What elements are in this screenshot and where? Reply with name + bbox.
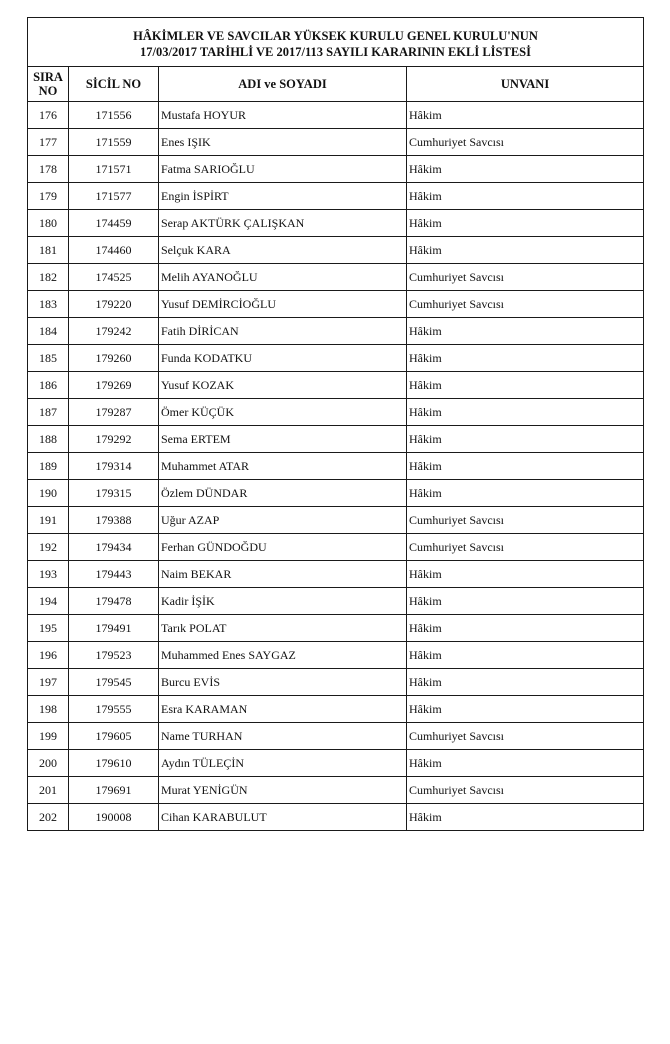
table-row <box>28 210 644 237</box>
cell-adi-soyadi: Muhammet ATAR <box>159 453 407 480</box>
cell-sira-no: 180 <box>28 210 69 237</box>
cell-sira-no: 197 <box>28 669 69 696</box>
cell-sicil-no: 171559 <box>69 129 159 156</box>
cell-unvani: Hâkim <box>407 237 644 264</box>
cell-sira-no: 191 <box>28 507 69 534</box>
cell-sicil-no: 179491 <box>69 615 159 642</box>
cell-unvani: Cumhuriyet Savcısı <box>407 264 644 291</box>
cell-unvani: Hâkim <box>407 345 644 372</box>
cell-adi-soyadi: Ömer KÜÇÜK <box>159 399 407 426</box>
cell-sira-no: 193 <box>28 561 69 588</box>
table-row <box>28 264 644 291</box>
table-row <box>28 507 644 534</box>
cell-sira-no: 190 <box>28 480 69 507</box>
cell-unvani: Cumhuriyet Savcısı <box>407 534 644 561</box>
cell-sira-no: 189 <box>28 453 69 480</box>
cell-sira-no: 196 <box>28 642 69 669</box>
cell-sira-no: 186 <box>28 372 69 399</box>
cell-adi-soyadi: Kadir İŞİK <box>159 588 407 615</box>
cell-unvani: Cumhuriyet Savcısı <box>407 723 644 750</box>
table-row <box>28 588 644 615</box>
cell-adi-soyadi: Aydın TÜLEÇİN <box>159 750 407 777</box>
table-row <box>28 615 644 642</box>
cell-unvani: Hâkim <box>407 372 644 399</box>
cell-adi-soyadi: Serap AKTÜRK ÇALIŞKAN <box>159 210 407 237</box>
cell-sicil-no: 171577 <box>69 183 159 210</box>
cell-adi-soyadi: Fatih DİRİCAN <box>159 318 407 345</box>
cell-sira-no: 199 <box>28 723 69 750</box>
cell-adi-soyadi: Özlem DÜNDAR <box>159 480 407 507</box>
table-row <box>28 453 644 480</box>
table-row <box>28 237 644 264</box>
cell-sicil-no: 171556 <box>69 102 159 129</box>
cell-sicil-no: 179269 <box>69 372 159 399</box>
cell-unvani: Hâkim <box>407 804 644 831</box>
table-row <box>28 561 644 588</box>
cell-adi-soyadi: Engin İSPİRT <box>159 183 407 210</box>
cell-sicil-no: 179260 <box>69 345 159 372</box>
cell-adi-soyadi: Ferhan GÜNDOĞDU <box>159 534 407 561</box>
table-row <box>28 372 644 399</box>
table-body <box>28 102 644 831</box>
cell-sicil-no: 174460 <box>69 237 159 264</box>
cell-sira-no: 183 <box>28 291 69 318</box>
cell-sicil-no: 179434 <box>69 534 159 561</box>
table-header-row <box>28 67 644 102</box>
cell-adi-soyadi: Name TURHAN <box>159 723 407 750</box>
cell-sicil-no: 171571 <box>69 156 159 183</box>
cell-sicil-no: 179292 <box>69 426 159 453</box>
cell-unvani: Cumhuriyet Savcısı <box>407 507 644 534</box>
title-line-2: 17/03/2017 TARİHLİ VE 2017/113 SAYILI KARARININ EKLİ LİSTESİ <box>140 45 531 59</box>
table-row <box>28 696 644 723</box>
cell-sira-no: 185 <box>28 345 69 372</box>
cell-adi-soyadi: Uğur AZAP <box>159 507 407 534</box>
cell-sira-no: 178 <box>28 156 69 183</box>
table-row <box>28 345 644 372</box>
cell-sicil-no: 179555 <box>69 696 159 723</box>
table-row <box>28 750 644 777</box>
cell-sira-no: 194 <box>28 588 69 615</box>
cell-sicil-no: 179478 <box>69 588 159 615</box>
cell-sira-no: 184 <box>28 318 69 345</box>
cell-adi-soyadi: Selçuk KARA <box>159 237 407 264</box>
header-sira-line-1: SIRA <box>33 70 63 84</box>
cell-unvani: Hâkim <box>407 102 644 129</box>
table-row <box>28 480 644 507</box>
cell-sicil-no: 190008 <box>69 804 159 831</box>
table-row <box>28 534 644 561</box>
cell-unvani: Hâkim <box>407 318 644 345</box>
cell-unvani: Hâkim <box>407 588 644 615</box>
cell-unvani: Hâkim <box>407 480 644 507</box>
cell-unvani: Hâkim <box>407 210 644 237</box>
cell-sira-no: 195 <box>28 615 69 642</box>
cell-sicil-no: 174459 <box>69 210 159 237</box>
cell-sira-no: 182 <box>28 264 69 291</box>
header-sira-no <box>28 67 69 102</box>
cell-sicil-no: 179315 <box>69 480 159 507</box>
cell-unvani: Hâkim <box>407 426 644 453</box>
table-row <box>28 102 644 129</box>
table-row <box>28 399 644 426</box>
cell-sicil-no: 179443 <box>69 561 159 588</box>
table-row <box>28 183 644 210</box>
cell-unvani: Hâkim <box>407 615 644 642</box>
table-row <box>28 426 644 453</box>
table-row <box>28 156 644 183</box>
cell-adi-soyadi: Funda KODATKU <box>159 345 407 372</box>
cell-unvani: Hâkim <box>407 183 644 210</box>
cell-adi-soyadi: Burcu EVİS <box>159 669 407 696</box>
cell-adi-soyadi: Enes IŞIK <box>159 129 407 156</box>
cell-sira-no: 202 <box>28 804 69 831</box>
cell-adi-soyadi: Murat YENİGÜN <box>159 777 407 804</box>
cell-unvani: Cumhuriyet Savcısı <box>407 777 644 804</box>
document-title <box>28 18 644 67</box>
cell-sicil-no: 179523 <box>69 642 159 669</box>
cell-adi-soyadi: Tarık POLAT <box>159 615 407 642</box>
header-sicil-no: SİCİL NO <box>69 67 159 102</box>
cell-adi-soyadi: Melih AYANOĞLU <box>159 264 407 291</box>
cell-sira-no: 201 <box>28 777 69 804</box>
header-sira-line-2: NO <box>38 84 58 98</box>
cell-adi-soyadi: Sema ERTEM <box>159 426 407 453</box>
cell-sira-no: 187 <box>28 399 69 426</box>
cell-sicil-no: 179388 <box>69 507 159 534</box>
cell-adi-soyadi: Cihan KARABULUT <box>159 804 407 831</box>
cell-sicil-no: 179545 <box>69 669 159 696</box>
table-row <box>28 804 644 831</box>
cell-sira-no: 176 <box>28 102 69 129</box>
table-row <box>28 291 644 318</box>
cell-adi-soyadi: Muhammed Enes SAYGAZ <box>159 642 407 669</box>
cell-sicil-no: 179242 <box>69 318 159 345</box>
cell-unvani: Cumhuriyet Savcısı <box>407 129 644 156</box>
cell-unvani: Hâkim <box>407 669 644 696</box>
cell-sira-no: 198 <box>28 696 69 723</box>
cell-adi-soyadi: Yusuf KOZAK <box>159 372 407 399</box>
header-unvani: UNVANI <box>407 67 644 102</box>
cell-unvani: Cumhuriyet Savcısı <box>407 291 644 318</box>
table-row <box>28 129 644 156</box>
cell-adi-soyadi: Mustafa HOYUR <box>159 102 407 129</box>
cell-adi-soyadi: Fatma SARIOĞLU <box>159 156 407 183</box>
cell-sira-no: 177 <box>28 129 69 156</box>
table-row <box>28 777 644 804</box>
cell-unvani: Hâkim <box>407 696 644 723</box>
cell-adi-soyadi: Naim BEKAR <box>159 561 407 588</box>
cell-sira-no: 200 <box>28 750 69 777</box>
cell-sicil-no: 179605 <box>69 723 159 750</box>
cell-sicil-no: 179314 <box>69 453 159 480</box>
table-row <box>28 723 644 750</box>
cell-sicil-no: 174525 <box>69 264 159 291</box>
cell-unvani: Hâkim <box>407 156 644 183</box>
cell-sicil-no: 179287 <box>69 399 159 426</box>
cell-sira-no: 179 <box>28 183 69 210</box>
cell-sira-no: 181 <box>28 237 69 264</box>
title-line-1: HÂKİMLER VE SAVCILAR YÜKSEK KURULU GENEL KURULU'NUN <box>133 29 538 43</box>
cell-sira-no: 192 <box>28 534 69 561</box>
personnel-table <box>27 17 644 831</box>
table-row <box>28 669 644 696</box>
header-adi-soyadi: ADI ve SOYADI <box>159 67 407 102</box>
document-page <box>27 17 643 831</box>
cell-unvani: Hâkim <box>407 642 644 669</box>
cell-sicil-no: 179610 <box>69 750 159 777</box>
table-row <box>28 318 644 345</box>
table-row <box>28 642 644 669</box>
cell-unvani: Hâkim <box>407 453 644 480</box>
cell-adi-soyadi: Esra KARAMAN <box>159 696 407 723</box>
cell-sira-no: 188 <box>28 426 69 453</box>
cell-sicil-no: 179691 <box>69 777 159 804</box>
cell-adi-soyadi: Yusuf DEMİRCİOĞLU <box>159 291 407 318</box>
cell-unvani: Hâkim <box>407 750 644 777</box>
cell-unvani: Hâkim <box>407 561 644 588</box>
cell-sicil-no: 179220 <box>69 291 159 318</box>
cell-unvani: Hâkim <box>407 399 644 426</box>
